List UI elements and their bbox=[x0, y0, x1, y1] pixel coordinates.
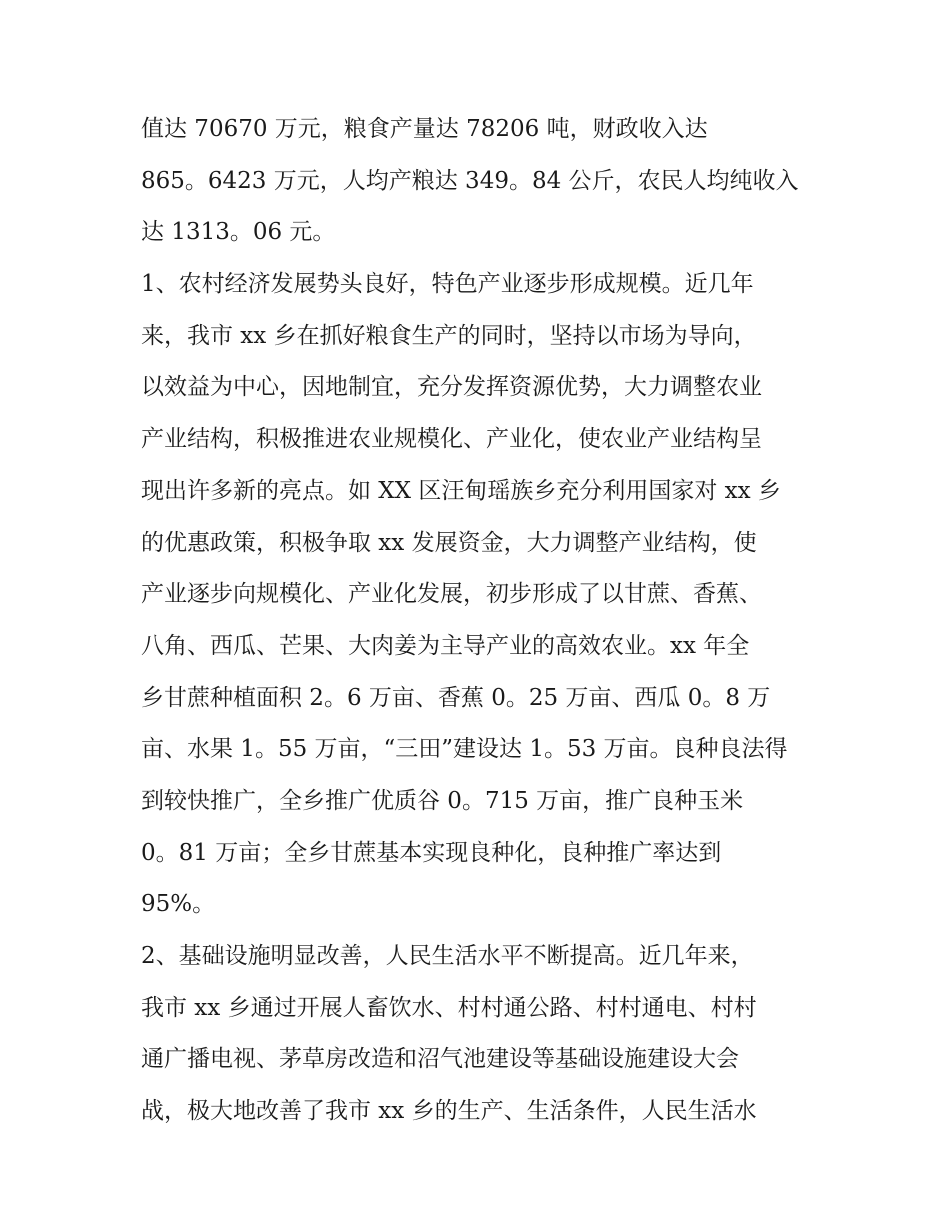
text-line: 来，我市 xx 乡在抓好粮食生产的同时，坚持以市场为导向， bbox=[141, 322, 757, 349]
text-line: 八角、西瓜、芒果、大肉姜为主导产业的高效农业。xx 年全 bbox=[141, 632, 750, 659]
text-line: 的优惠政策，积极争取 xx 发展资金，大力调整产业结构，使 bbox=[141, 529, 757, 556]
text-line: 现出许多新的亮点。如 XX 区汪甸瑶族乡充分利用国家对 xx 乡 bbox=[141, 477, 781, 504]
text-line: 乡甘蔗种植面积 2。6 万亩、香蕉 0。25 万亩、西瓜 0。8 万 bbox=[141, 684, 771, 711]
text-line: 值达 70670 万元，粮食产量达 78206 吨，财政收入达 bbox=[141, 116, 708, 142]
text-line: 到较快推广，全乡推广优质谷 0。715 万亩，推广良种玉米 bbox=[141, 787, 744, 814]
text-line: 战，极大地改善了我市 xx 乡的生产、生活条件，人民生活水 bbox=[141, 1098, 757, 1125]
text-line: 达 1313。06 元。 bbox=[141, 219, 336, 246]
text-line: 产业结构，积极推进农业规模化、产业化，使农业产业结构呈 bbox=[141, 426, 762, 453]
text-line: 0。81 万亩；全乡甘蔗基本实现良种化，良种推广率达到 bbox=[141, 839, 722, 866]
text-line: 865。6423 万元，人均产粮达 349。84 公斤，农民人均纯收入 bbox=[141, 167, 799, 194]
text-line: 95%。 bbox=[141, 891, 216, 918]
text-line: 通广播电视、茅草房改造和沼气池建设等基础设施建设大会 bbox=[141, 1046, 739, 1073]
body-text bbox=[141, 104, 821, 1138]
text-line: 亩、水果 1。55 万亩，“三田”建设达 1。53 万亩。良种良法得 bbox=[141, 736, 788, 763]
text-line: 我市 xx 乡通过开展人畜饮水、村村通公路、村村通电、村村 bbox=[141, 994, 757, 1021]
text-line: 产业逐步向规模化、产业化发展，初步形成了以甘蔗、香蕉、 bbox=[141, 581, 762, 608]
text-line: 1、农村经济发展势头良好，特色产业逐步形成规模。近几年 bbox=[141, 271, 754, 298]
text-line: 2、基础设施明显改善，人民生活水平不断提高。近几年来， bbox=[141, 943, 754, 969]
text-line: 以效益为中心，因地制宜，充分发挥资源优势，大力调整农业 bbox=[141, 374, 762, 401]
